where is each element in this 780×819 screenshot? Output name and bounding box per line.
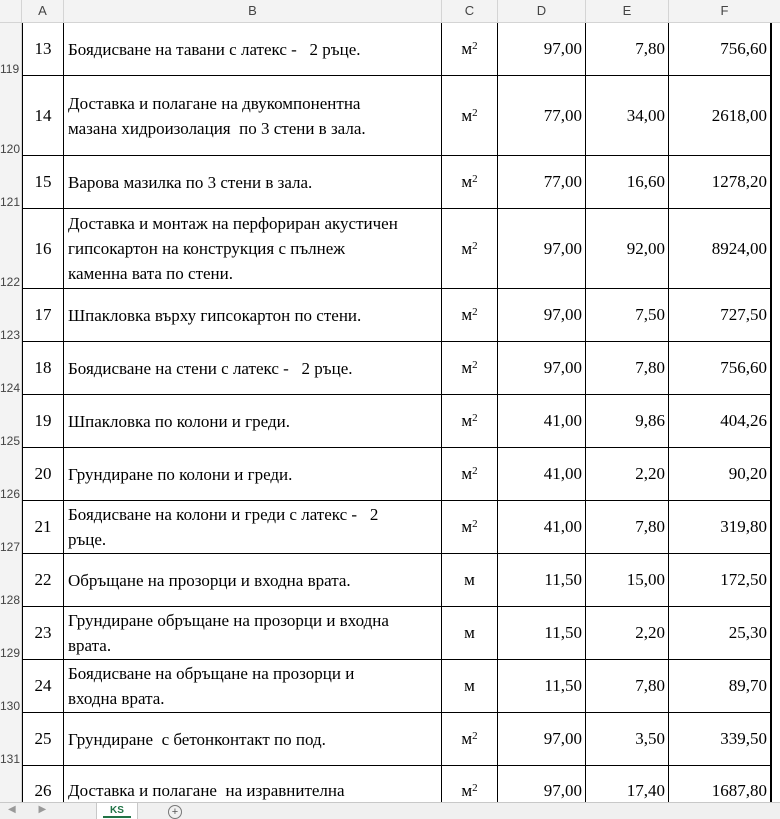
row-header[interactable] [0,554,22,607]
cell-description[interactable]: Варова мазилка по 3 стени в зала. [64,156,442,208]
cell-unit-price[interactable]: 7,80 [586,342,669,394]
select-all-corner[interactable] [0,0,22,22]
cell-unit-price[interactable]: 15,00 [586,554,669,606]
cell-quantity[interactable]: 41,00 [498,448,586,500]
column-header-c[interactable]: C [442,0,498,22]
cell-number[interactable]: 16 [22,209,64,288]
cell-description[interactable]: Шпакловка по колони и греди. [64,395,442,447]
cell-number[interactable]: 14 [22,76,64,155]
cell-quantity[interactable]: 97,00 [498,766,586,815]
cell-description[interactable]: Грундиране с бетонконтакт по под. [64,713,442,765]
unit-exponent: 2 [472,40,478,52]
cell-unit-price[interactable]: 34,00 [586,76,669,155]
cell-unit[interactable] [442,76,498,155]
table-row [22,342,772,395]
cell-quantity[interactable]: 41,00 [498,395,586,447]
column-header-bar [0,0,780,23]
table-row [22,554,772,607]
cell-unit-price[interactable]: 7,80 [586,23,669,75]
cell-quantity[interactable]: 97,00 [498,713,586,765]
unit-exponent: 2 [472,359,478,371]
cell-total[interactable]: 756,60 [669,342,772,394]
cell-description[interactable]: Боядисване на стени с латекс - 2 ръце. [64,342,442,394]
cell-unit[interactable] [442,209,498,288]
cell-quantity[interactable]: 77,00 [498,76,586,155]
unit-label: м [461,238,473,258]
cell-unit-price[interactable]: 3,50 [586,713,669,765]
table-row [22,156,772,209]
cell-number[interactable]: 20 [22,448,64,500]
table-row [22,395,772,448]
cell-total[interactable]: 339,50 [669,713,772,765]
cell-number[interactable]: 22 [22,554,64,606]
unit-label: м [461,305,473,324]
table-row [22,607,772,660]
table-row [22,209,772,289]
table-row [22,713,772,766]
cell-number[interactable]: 25 [22,713,64,765]
cell-total[interactable]: 172,50 [669,554,772,606]
row-header[interactable] [0,289,22,342]
cell-unit[interactable] [442,660,498,712]
unit-label: м [464,676,475,695]
cell-description[interactable]: Боядисване на тавани с латекс - 2 ръце. [64,23,442,75]
cell-number[interactable]: 17 [22,289,64,341]
cell-description[interactable]: Доставка и полагане на двукомпонентна мазана хидроизолация по 3 стени в зала. [64,76,442,155]
table-row [22,23,772,76]
cell-number[interactable]: 13 [22,23,64,75]
cell-unit-price[interactable]: 2,20 [586,448,669,500]
cell-description[interactable]: Доставка и полагане на изравнителна [64,766,442,815]
row-number-label: 124 [0,381,21,395]
cell-total[interactable]: 404,26 [669,395,772,447]
cell-number[interactable]: 21 [22,501,64,553]
cell-unit[interactable] [442,607,498,659]
cell-description[interactable]: Доставка и монтаж на перфориран акустичен гипсокартон на конструкция с пълнеж каменна вата по стени. [64,209,442,288]
cell-total[interactable]: 2618,00 [669,76,772,155]
cell-quantity[interactable]: 77,00 [498,156,586,208]
cell-description[interactable]: Шпакловка върху гипсокартон по стени. [64,289,442,341]
row-number-label: 131 [0,752,21,766]
cell-unit-price[interactable]: 7,50 [586,289,669,341]
cell-unit-price[interactable]: 7,80 [586,660,669,712]
unit-label: м [464,570,475,589]
row-header[interactable] [0,660,22,713]
cell-unit[interactable] [442,342,498,394]
cell-unit[interactable] [442,156,498,208]
cell-total[interactable]: 1687,80 [669,766,772,815]
unit-label: м [461,464,473,483]
cell-total[interactable]: 727,50 [669,289,772,341]
cell-quantity[interactable]: 11,50 [498,660,586,712]
column-header-e[interactable]: E [586,0,669,22]
column-header-b[interactable]: B [64,0,442,22]
row-header[interactable] [0,156,22,209]
unit-exponent: 2 [472,781,478,794]
row-number-label: 123 [0,328,21,342]
cell-unit[interactable] [442,713,498,765]
cell-unit[interactable] [442,23,498,75]
cell-total[interactable]: 756,60 [669,23,772,75]
cell-total[interactable]: 8924,00 [669,209,772,288]
unit-exponent: 2 [472,173,478,185]
row-header[interactable] [0,76,22,156]
column-header-f[interactable]: F [720,3,729,18]
unit-label: м [461,729,473,748]
row-number-label: 121 [0,195,21,209]
row-number-label: 125 [0,434,21,448]
row-number-label: 130 [0,699,21,713]
unit-exponent: 2 [472,465,478,477]
row-header[interactable] [0,395,22,448]
unit-label: м [461,411,473,430]
cell-total[interactable]: 1278,20 [669,156,772,208]
row-number-label: 119 [0,62,20,76]
cell-unit-price[interactable]: 16,60 [586,156,669,208]
row-header[interactable] [0,713,22,766]
cell-description[interactable]: Боядисване на обръщане на прозорци и входна врата. [64,660,442,712]
cell-unit[interactable] [442,554,498,606]
table-row [22,501,772,554]
row-number-label: 120 [0,142,21,156]
unit-exponent: 2 [472,106,478,119]
cell-total[interactable]: 25,30 [669,607,772,659]
cell-unit[interactable] [442,289,498,341]
cell-unit[interactable] [442,501,498,553]
table-row [22,289,772,342]
sheet-tab-ks[interactable]: KS [96,803,138,819]
sheet-tab-bar [0,802,780,819]
cell-quantity[interactable]: 97,00 [498,209,586,288]
unit-label: м [461,780,473,800]
cell-quantity[interactable]: 97,00 [498,342,586,394]
row-number-label: 126 [0,487,21,501]
cell-quantity[interactable]: 41,00 [498,501,586,553]
cell-unit-price[interactable]: 2,20 [586,607,669,659]
table-row [22,660,772,713]
cell-total[interactable]: 90,20 [669,448,772,500]
unit-label: м [461,105,473,125]
table-row [22,448,772,501]
unit-label: м [464,623,475,642]
row-header[interactable] [0,23,22,76]
cell-quantity[interactable]: 97,00 [498,23,586,75]
add-sheet-icon[interactable]: + [168,805,182,819]
unit-exponent: 2 [472,518,478,530]
table-row [22,76,772,156]
cell-quantity[interactable]: 11,50 [498,554,586,606]
unit-label: м [461,39,473,58]
cell-number[interactable]: 26 [22,766,64,815]
unit-exponent: 2 [472,412,478,424]
sheet-nav-arrows-icon[interactable]: ◀ ▶ [8,804,57,815]
cell-description[interactable]: Боядисване на колони и греди с латекс - 2 ръце. [64,501,442,553]
row-header[interactable] [0,501,22,554]
cell-quantity[interactable]: 97,00 [498,289,586,341]
cell-unit-price[interactable]: 17,40 [586,766,669,815]
cell-unit-price[interactable]: 9,86 [586,395,669,447]
row-header[interactable] [0,342,22,395]
cell-number[interactable]: 23 [22,607,64,659]
cell-unit[interactable] [442,448,498,500]
row-header[interactable] [0,607,22,660]
row-header[interactable] [0,209,22,289]
row-number-label: 122 [0,275,21,289]
row-number-label: 128 [0,593,21,607]
cell-quantity[interactable]: 11,50 [498,607,586,659]
unit-label: м [461,358,473,377]
cell-number[interactable]: 24 [22,660,64,712]
row-header[interactable] [0,448,22,501]
unit-exponent: 2 [472,306,478,318]
unit-label: м [461,172,473,191]
cell-description[interactable]: Обръщане на прозорци и входна врата. [64,554,442,606]
cell-description[interactable]: Грундиране обръщане на прозорци и входна врата. [64,607,442,659]
row-number-label: 129 [0,646,21,660]
cell-unit[interactable] [442,395,498,447]
cell-number[interactable]: 18 [22,342,64,394]
cell-description[interactable]: Грундиране по колони и греди. [64,448,442,500]
column-header-d[interactable]: D [498,0,586,22]
unit-label: м [461,517,473,536]
unit-exponent: 2 [472,239,478,252]
cell-total[interactable]: 319,80 [669,501,772,553]
cell-number[interactable]: 19 [22,395,64,447]
row-number-label: 127 [0,540,21,554]
unit-exponent: 2 [472,730,478,742]
cell-total[interactable]: 89,70 [669,660,772,712]
cell-unit-price[interactable]: 7,80 [586,501,669,553]
cell-unit-price[interactable]: 92,00 [586,209,669,288]
column-header-a[interactable]: A [22,0,64,22]
cell-number[interactable]: 15 [22,156,64,208]
